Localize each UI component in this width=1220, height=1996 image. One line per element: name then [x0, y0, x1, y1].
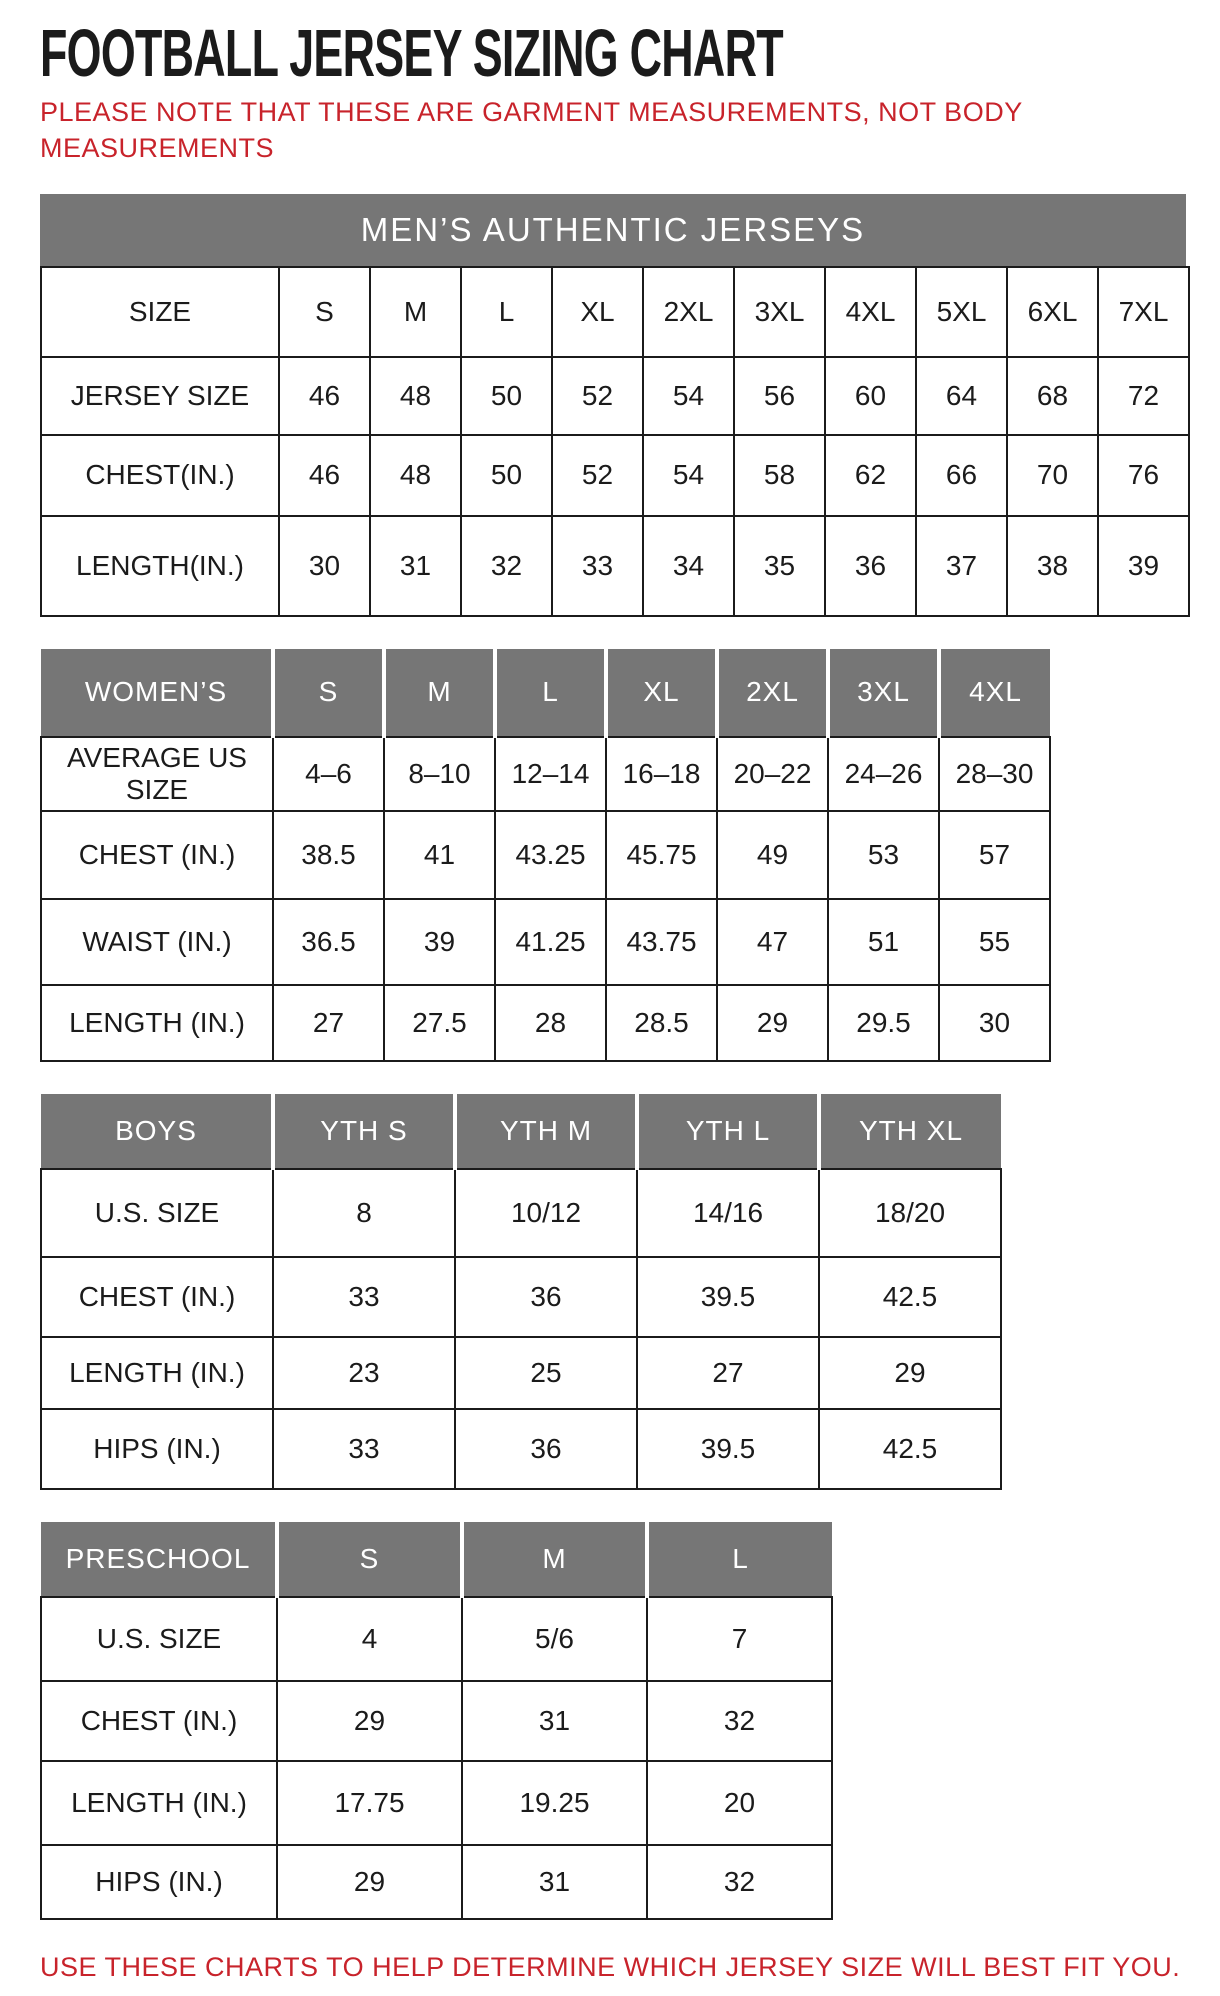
preschool-value-cell: 29 [277, 1845, 462, 1919]
womens-row-label: LENGTH (IN.) [41, 985, 273, 1061]
boys-value-cell: 23 [273, 1337, 455, 1409]
mens-value-cell: 60 [825, 357, 916, 435]
mens-value-cell: 64 [916, 357, 1007, 435]
preschool-row [41, 1761, 832, 1845]
mens-row [41, 435, 1189, 516]
mens-table-body [41, 267, 1189, 616]
mens-value-cell: 54 [643, 435, 734, 516]
womens-column-header: 3XL [828, 649, 939, 737]
womens-value-cell: 45.75 [606, 811, 717, 899]
womens-column-header: 2XL [717, 649, 828, 737]
womens-row-label: CHEST (IN.) [41, 811, 273, 899]
mens-table-banner: MEN’S AUTHENTIC JERSEYS [40, 194, 1186, 266]
womens-column-header: 4XL [939, 649, 1050, 737]
boys-value-cell: 39.5 [637, 1409, 819, 1489]
boys-header-label: BOYS [41, 1094, 273, 1169]
preschool-header-label: PRESCHOOL [41, 1522, 277, 1597]
womens-row [41, 899, 1050, 985]
womens-value-cell: 29 [717, 985, 828, 1061]
preschool-row-label: HIPS (IN.) [41, 1845, 277, 1919]
boys-value-cell: 33 [273, 1409, 455, 1489]
mens-value-cell: 50 [461, 435, 552, 516]
mens-row-label: LENGTH(IN.) [41, 516, 279, 616]
mens-value-cell: 32 [461, 516, 552, 616]
preschool-row-label: CHEST (IN.) [41, 1681, 277, 1761]
womens-table-section [40, 649, 1190, 1062]
womens-value-cell: 4–6 [273, 737, 384, 811]
mens-value-cell: 68 [1007, 357, 1098, 435]
mens-row [41, 516, 1189, 616]
boys-value-cell: 33 [273, 1257, 455, 1337]
mens-value-cell: L [461, 267, 552, 357]
mens-value-cell: M [370, 267, 461, 357]
boys-value-cell: 29 [819, 1337, 1001, 1409]
womens-row-label: AVERAGE US SIZE [41, 737, 273, 811]
preschool-value-cell: 5/6 [462, 1597, 647, 1681]
mens-value-cell: 31 [370, 516, 461, 616]
womens-value-cell: 8–10 [384, 737, 495, 811]
mens-value-cell: 3XL [734, 267, 825, 357]
mens-value-cell: 34 [643, 516, 734, 616]
womens-column-header: L [495, 649, 606, 737]
womens-value-cell: 36.5 [273, 899, 384, 985]
womens-value-cell: 30 [939, 985, 1050, 1061]
womens-header-row [41, 649, 1050, 737]
womens-value-cell: 29.5 [828, 985, 939, 1061]
preschool-column-header: S [277, 1522, 462, 1597]
womens-value-cell: 28–30 [939, 737, 1050, 811]
boys-value-cell: 36 [455, 1257, 637, 1337]
mens-value-cell: S [279, 267, 370, 357]
womens-row-label: WAIST (IN.) [41, 899, 273, 985]
boys-row [41, 1337, 1001, 1409]
preschool-value-cell: 19.25 [462, 1761, 647, 1845]
womens-value-cell: 39 [384, 899, 495, 985]
boys-row [41, 1169, 1001, 1257]
womens-column-header: M [384, 649, 495, 737]
boys-value-cell: 27 [637, 1337, 819, 1409]
preschool-value-cell: 4 [277, 1597, 462, 1681]
mens-value-cell: 56 [734, 357, 825, 435]
boys-value-cell: 42.5 [819, 1409, 1001, 1489]
womens-value-cell: 49 [717, 811, 828, 899]
mens-row-label: CHEST(IN.) [41, 435, 279, 516]
womens-value-cell: 28 [495, 985, 606, 1061]
boys-header-row [41, 1094, 1001, 1169]
mens-row [41, 267, 1189, 357]
womens-row [41, 985, 1050, 1061]
womens-value-cell: 57 [939, 811, 1050, 899]
preschool-value-cell: 7 [647, 1597, 832, 1681]
mens-value-cell: 54 [643, 357, 734, 435]
mens-value-cell: 48 [370, 357, 461, 435]
mens-row [41, 357, 1189, 435]
boys-value-cell: 10/12 [455, 1169, 637, 1257]
boys-value-cell: 18/20 [819, 1169, 1001, 1257]
womens-value-cell: 27.5 [384, 985, 495, 1061]
womens-value-cell: 43.25 [495, 811, 606, 899]
boys-value-cell: 36 [455, 1409, 637, 1489]
womens-row [41, 737, 1050, 811]
mens-value-cell: 38 [1007, 516, 1098, 616]
boys-table-body [41, 1094, 1001, 1489]
boys-column-header: YTH XL [819, 1094, 1001, 1169]
womens-value-cell: 55 [939, 899, 1050, 985]
mens-value-cell: 76 [1098, 435, 1189, 516]
womens-table [40, 649, 1051, 1062]
preschool-row [41, 1845, 832, 1919]
boys-value-cell: 42.5 [819, 1257, 1001, 1337]
womens-value-cell: 27 [273, 985, 384, 1061]
womens-value-cell: 38.5 [273, 811, 384, 899]
preschool-value-cell: 31 [462, 1845, 647, 1919]
boys-table-section [40, 1094, 1190, 1490]
mens-value-cell: 5XL [916, 267, 1007, 357]
womens-header-label: WOMEN’S [41, 649, 273, 737]
mens-value-cell: 58 [734, 435, 825, 516]
womens-value-cell: 51 [828, 899, 939, 985]
womens-column-header: S [273, 649, 384, 737]
womens-table-body [41, 649, 1050, 1061]
mens-value-cell: 46 [279, 357, 370, 435]
womens-row [41, 811, 1050, 899]
preschool-column-header: M [462, 1522, 647, 1597]
mens-value-cell: 36 [825, 516, 916, 616]
mens-value-cell: 33 [552, 516, 643, 616]
womens-value-cell: 16–18 [606, 737, 717, 811]
preschool-header-row [41, 1522, 832, 1597]
preschool-value-cell: 20 [647, 1761, 832, 1845]
mens-value-cell: 66 [916, 435, 1007, 516]
mens-value-cell: 2XL [643, 267, 734, 357]
mens-table [40, 266, 1190, 617]
garment-measurement-note: PLEASE NOTE THAT THESE ARE GARMENT MEASUREMENTS, NOT BODY MEASUREMENTS [40, 97, 1023, 163]
boys-column-header: YTH S [273, 1094, 455, 1169]
footer-note: USE THESE CHARTS TO HELP DETERMINE WHICH JERSEY SIZE WILL BEST FIT YOU. [40, 1952, 1181, 1982]
boys-row [41, 1257, 1001, 1337]
boys-value-cell: 8 [273, 1169, 455, 1257]
preschool-value-cell: 32 [647, 1845, 832, 1919]
preschool-row [41, 1681, 832, 1761]
boys-table [40, 1094, 1002, 1490]
boys-value-cell: 39.5 [637, 1257, 819, 1337]
mens-value-cell: 30 [279, 516, 370, 616]
mens-value-cell: 46 [279, 435, 370, 516]
boys-row-label: U.S. SIZE [41, 1169, 273, 1257]
boys-row [41, 1409, 1001, 1489]
preschool-table-body [41, 1522, 832, 1919]
mens-value-cell: 62 [825, 435, 916, 516]
mens-value-cell: 35 [734, 516, 825, 616]
preschool-table-section [40, 1522, 1190, 1920]
preschool-column-header: L [647, 1522, 832, 1597]
mens-table-section [40, 194, 1190, 617]
mens-value-cell: 6XL [1007, 267, 1098, 357]
mens-row-label: SIZE [41, 267, 279, 357]
womens-value-cell: 24–26 [828, 737, 939, 811]
mens-value-cell: 7XL [1098, 267, 1189, 357]
mens-value-cell: XL [552, 267, 643, 357]
boys-value-cell: 14/16 [637, 1169, 819, 1257]
mens-value-cell: 4XL [825, 267, 916, 357]
preschool-value-cell: 29 [277, 1681, 462, 1761]
womens-value-cell: 53 [828, 811, 939, 899]
boys-column-header: YTH M [455, 1094, 637, 1169]
preschool-row-label: LENGTH (IN.) [41, 1761, 277, 1845]
womens-value-cell: 41 [384, 811, 495, 899]
womens-value-cell: 20–22 [717, 737, 828, 811]
womens-value-cell: 12–14 [495, 737, 606, 811]
boys-value-cell: 25 [455, 1337, 637, 1409]
mens-value-cell: 52 [552, 357, 643, 435]
boys-row-label: CHEST (IN.) [41, 1257, 273, 1337]
boys-column-header: YTH L [637, 1094, 819, 1169]
boys-row-label: HIPS (IN.) [41, 1409, 273, 1489]
mens-value-cell: 50 [461, 357, 552, 435]
page-title: FOOTBALL JERSEY SIZING CHART [40, 15, 783, 91]
mens-value-cell: 72 [1098, 357, 1189, 435]
preschool-value-cell: 17.75 [277, 1761, 462, 1845]
preschool-table [40, 1522, 833, 1920]
womens-value-cell: 43.75 [606, 899, 717, 985]
mens-row-label: JERSEY SIZE [41, 357, 279, 435]
preschool-row [41, 1597, 832, 1681]
boys-row-label: LENGTH (IN.) [41, 1337, 273, 1409]
mens-value-cell: 52 [552, 435, 643, 516]
mens-value-cell: 37 [916, 516, 1007, 616]
mens-value-cell: 48 [370, 435, 461, 516]
womens-value-cell: 28.5 [606, 985, 717, 1061]
womens-value-cell: 41.25 [495, 899, 606, 985]
mens-value-cell: 70 [1007, 435, 1098, 516]
preschool-value-cell: 31 [462, 1681, 647, 1761]
womens-value-cell: 47 [717, 899, 828, 985]
womens-column-header: XL [606, 649, 717, 737]
mens-value-cell: 39 [1098, 516, 1189, 616]
preschool-value-cell: 32 [647, 1681, 832, 1761]
preschool-row-label: U.S. SIZE [41, 1597, 277, 1681]
